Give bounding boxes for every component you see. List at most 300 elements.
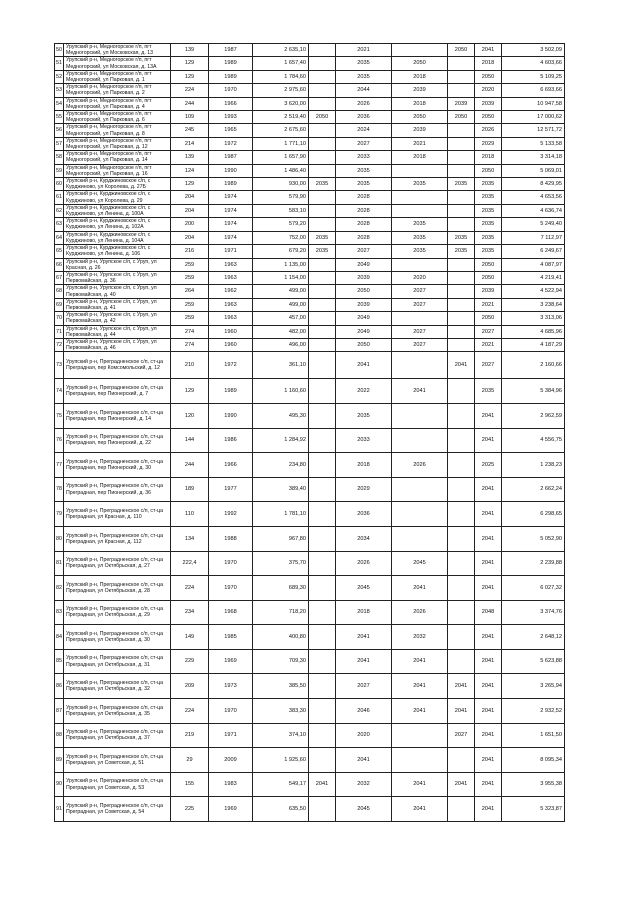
cost-cell: 12 571,72 (502, 124, 565, 137)
year-col-10: 2041 (475, 723, 502, 748)
address-cell: Урупский р-н, Преградненское с/п, ст-ца Преградная, ул Советская, д. 54 (64, 797, 171, 822)
address-cell: Урупский р-н, Преградненское с/п, ст-ца Преградная, пер Пионерский, д. 30 (64, 453, 171, 478)
build-year-cell: 1962 (209, 285, 253, 298)
cost-cell: 3 374,76 (502, 600, 565, 625)
address-cell: Урупский р-н, Преградненское с/п, ст-ца Преградная, ул Октябрьская, д. 27 (64, 551, 171, 576)
year-col-8 (392, 748, 448, 773)
row-number: 87 (55, 699, 64, 724)
row-number: 79 (55, 502, 64, 527)
year-col-9 (448, 325, 475, 338)
area-cell: 1 486,40 (253, 164, 309, 177)
year-col-7: 2027 (336, 245, 392, 258)
year-col-9 (448, 204, 475, 217)
year-col-6 (309, 551, 336, 576)
cost-cell: 4 522,94 (502, 285, 565, 298)
year-col-10: 2041 (475, 403, 502, 428)
address-cell: Урупский р-н, Преградненское с/п, ст-ца Преградная, ул Красная, д. 110 (64, 502, 171, 527)
year-col-9: 2041 (448, 674, 475, 699)
year-col-10: 2021 (475, 298, 502, 311)
year-col-6 (309, 191, 336, 204)
year-col-7: 2045 (336, 797, 392, 822)
build-year-cell: 1989 (209, 178, 253, 191)
area-cell: 383,30 (253, 699, 309, 724)
year-col-6 (309, 218, 336, 231)
address-cell: Урупский р-н, Урупское с/п, с Уруп, ул Первомайская, д. 40 (64, 285, 171, 298)
table-row (55, 271, 565, 284)
year-col-6 (309, 674, 336, 699)
year-col-10: 2041 (475, 748, 502, 773)
row-number: 61 (55, 191, 64, 204)
year-col-10: 2050 (475, 70, 502, 83)
cost-cell: 1 238,23 (502, 453, 565, 478)
year-col-7: 2035 (336, 70, 392, 83)
year-col-6 (309, 625, 336, 650)
area-cell: 1 925,60 (253, 748, 309, 773)
value-col-3: 120 (171, 403, 209, 428)
table-row (55, 502, 565, 527)
year-col-6 (309, 137, 336, 150)
address-cell: Урупский р-н, Медногорское г/п, пгт Медногорский, ул Парковая, д. 1 (64, 70, 171, 83)
table-row (55, 477, 565, 502)
build-year-cell: 1990 (209, 403, 253, 428)
year-col-7: 2027 (336, 137, 392, 150)
year-col-7: 2028 (336, 218, 392, 231)
year-col-7: 2021 (336, 44, 392, 57)
year-col-8: 2050 (392, 111, 448, 124)
build-year-cell: 1969 (209, 797, 253, 822)
build-year-cell: 1989 (209, 379, 253, 404)
year-col-7: 2035 (336, 403, 392, 428)
area-cell: 499,00 (253, 298, 309, 311)
year-col-10: 2020 (475, 84, 502, 97)
year-col-7: 2029 (336, 477, 392, 502)
table-row (55, 137, 565, 150)
row-number: 54 (55, 97, 64, 110)
year-col-6 (309, 428, 336, 453)
year-col-6 (309, 477, 336, 502)
year-col-7: 2024 (336, 124, 392, 137)
table-row (55, 151, 565, 164)
year-col-9 (448, 191, 475, 204)
year-col-9 (448, 625, 475, 650)
row-number: 80 (55, 526, 64, 551)
year-col-7: 2026 (336, 551, 392, 576)
year-col-8: 2018 (392, 151, 448, 164)
year-col-6 (309, 271, 336, 284)
year-col-6 (309, 164, 336, 177)
value-col-3: 200 (171, 218, 209, 231)
address-cell: Урупский р-н, Медногорское г/п, пгт Медногорский, ул Парковая, д. 16 (64, 164, 171, 177)
value-col-3: 224 (171, 84, 209, 97)
value-col-3: 274 (171, 325, 209, 338)
area-cell: 1 781,10 (253, 502, 309, 527)
area-cell: 1 657,90 (253, 151, 309, 164)
build-year-cell: 1966 (209, 453, 253, 478)
row-number: 85 (55, 649, 64, 674)
document-page (54, 43, 565, 822)
year-col-7: 2027 (336, 674, 392, 699)
year-col-7: 2036 (336, 502, 392, 527)
address-cell: Урупский р-н, Преградненское с/п, ст-ца Преградная, ул Советская, д. 51 (64, 748, 171, 773)
table-row (55, 649, 565, 674)
year-col-8: 2035 (392, 178, 448, 191)
year-col-10: 2041 (475, 797, 502, 822)
year-col-10: 2050 (475, 258, 502, 271)
year-col-6 (309, 151, 336, 164)
year-col-8 (392, 477, 448, 502)
year-col-9: 2041 (448, 772, 475, 797)
area-cell: 2 675,60 (253, 124, 309, 137)
year-col-6 (309, 379, 336, 404)
year-col-7: 2039 (336, 298, 392, 311)
year-col-9: 2050 (448, 44, 475, 57)
year-col-8: 2041 (392, 649, 448, 674)
table-row (55, 124, 565, 137)
area-cell: 374,10 (253, 723, 309, 748)
year-col-7: 2049 (336, 312, 392, 325)
table-row (55, 70, 565, 83)
year-col-6 (309, 699, 336, 724)
address-cell: Урупский р-н, Урупское с/п, с Уруп, ул Первомайская, д. 42 (64, 312, 171, 325)
cost-cell: 4 653,56 (502, 191, 565, 204)
year-col-9: 2027 (448, 723, 475, 748)
cost-cell: 5 323,87 (502, 797, 565, 822)
year-col-9 (448, 137, 475, 150)
year-col-6 (309, 97, 336, 110)
area-cell: 389,40 (253, 477, 309, 502)
year-col-8 (392, 723, 448, 748)
value-col-3: 129 (171, 178, 209, 191)
year-col-9: 2035 (448, 231, 475, 244)
area-cell: 457,00 (253, 312, 309, 325)
build-year-cell: 1963 (209, 271, 253, 284)
area-cell: 1 657,40 (253, 57, 309, 70)
year-col-6 (309, 748, 336, 773)
table-row (55, 772, 565, 797)
year-col-7: 2020 (336, 723, 392, 748)
year-col-7: 2039 (336, 271, 392, 284)
cost-cell: 4 556,75 (502, 428, 565, 453)
address-cell: Урупский р-н, Урупское с/п, с Уруп, ул Первомайская, д. 46 (64, 338, 171, 351)
year-col-6 (309, 723, 336, 748)
year-col-10: 2041 (475, 526, 502, 551)
year-col-6 (309, 44, 336, 57)
year-col-9 (448, 748, 475, 773)
year-col-7: 2028 (336, 204, 392, 217)
cost-cell: 4 087,97 (502, 258, 565, 271)
cost-cell: 6 249,67 (502, 245, 565, 258)
row-number: 82 (55, 576, 64, 601)
area-cell: 2 975,60 (253, 84, 309, 97)
address-cell: Урупский р-н, Медногорское г/п, пгт Медногорский, ул Парковая, д. 6 (64, 111, 171, 124)
year-col-8: 2041 (392, 379, 448, 404)
value-col-3: 259 (171, 258, 209, 271)
year-col-9 (448, 600, 475, 625)
table-row (55, 551, 565, 576)
build-year-cell: 1987 (209, 44, 253, 57)
year-col-9 (448, 649, 475, 674)
row-number: 89 (55, 748, 64, 773)
year-col-9 (448, 338, 475, 351)
row-number: 75 (55, 403, 64, 428)
year-col-9 (448, 258, 475, 271)
cost-cell: 17 000,62 (502, 111, 565, 124)
address-cell: Урупский р-н, Преградненское с/п, ст-ца Преградная, ул Октябрьская, д. 37 (64, 723, 171, 748)
year-col-7: 2041 (336, 352, 392, 379)
area-cell: 752,00 (253, 231, 309, 244)
table-row (55, 164, 565, 177)
year-col-6 (309, 325, 336, 338)
cost-cell: 3 955,38 (502, 772, 565, 797)
year-col-8: 2020 (392, 271, 448, 284)
address-cell: Урупский р-н, Курджиновское с/п, с Курджиново, ул Ленина, д. 100А (64, 204, 171, 217)
area-cell: 930,00 (253, 178, 309, 191)
build-year-cell: 1963 (209, 258, 253, 271)
table-row (55, 57, 565, 70)
year-col-6 (309, 70, 336, 83)
address-cell: Урупский р-н, Курджиновское с/п, с Курджиново, ул Королева, д. 29 (64, 191, 171, 204)
year-col-7: 2022 (336, 379, 392, 404)
year-col-8: 2035 (392, 231, 448, 244)
row-number: 77 (55, 453, 64, 478)
year-col-8 (392, 258, 448, 271)
table-row (55, 797, 565, 822)
area-cell: 1 135,00 (253, 258, 309, 271)
build-year-cell: 1960 (209, 325, 253, 338)
table-row (55, 576, 565, 601)
value-col-3: 274 (171, 338, 209, 351)
year-col-6: 2035 (309, 245, 336, 258)
value-col-3: 204 (171, 191, 209, 204)
year-col-10: 2035 (475, 204, 502, 217)
address-cell: Урупский р-н, Преградненское с/п, ст-ца Преградная, ул Советская, д. 53 (64, 772, 171, 797)
cost-cell: 8 429,95 (502, 178, 565, 191)
row-number: 63 (55, 218, 64, 231)
table-row (55, 298, 565, 311)
year-col-8 (392, 204, 448, 217)
build-year-cell: 1970 (209, 84, 253, 97)
year-col-6: 2050 (309, 111, 336, 124)
year-col-7: 2049 (336, 325, 392, 338)
year-col-6: 2035 (309, 231, 336, 244)
year-col-8: 2026 (392, 453, 448, 478)
area-cell: 1 154,00 (253, 271, 309, 284)
year-col-8 (392, 403, 448, 428)
build-year-cell: 1963 (209, 298, 253, 311)
year-col-10: 2050 (475, 271, 502, 284)
build-year-cell: 1990 (209, 164, 253, 177)
cost-cell: 4 636,74 (502, 204, 565, 217)
year-col-10: 2021 (475, 338, 502, 351)
row-number: 55 (55, 111, 64, 124)
build-year-cell: 1974 (209, 204, 253, 217)
build-year-cell: 1985 (209, 625, 253, 650)
value-col-3: 110 (171, 502, 209, 527)
row-number: 91 (55, 797, 64, 822)
year-col-8: 2045 (392, 551, 448, 576)
address-cell: Урупский р-н, Преградненское с/п, ст-ца Преградная, пер Пионерский, д. 22 (64, 428, 171, 453)
table-row (55, 111, 565, 124)
year-col-7: 2044 (336, 84, 392, 97)
value-col-3: 204 (171, 231, 209, 244)
row-number: 65 (55, 245, 64, 258)
year-col-9 (448, 57, 475, 70)
value-col-3: 134 (171, 526, 209, 551)
year-col-9: 2050 (448, 111, 475, 124)
year-col-6 (309, 797, 336, 822)
year-col-8: 2041 (392, 674, 448, 699)
value-col-3: 259 (171, 298, 209, 311)
build-year-cell: 1970 (209, 551, 253, 576)
year-col-7: 2035 (336, 178, 392, 191)
year-col-8: 2018 (392, 70, 448, 83)
year-col-8: 2027 (392, 325, 448, 338)
row-number: 59 (55, 164, 64, 177)
value-col-3: 144 (171, 428, 209, 453)
cost-cell: 5 384,96 (502, 379, 565, 404)
year-col-8: 2041 (392, 699, 448, 724)
value-col-3: 124 (171, 164, 209, 177)
year-col-10: 2050 (475, 164, 502, 177)
build-year-cell: 1974 (209, 231, 253, 244)
value-col-3: 149 (171, 625, 209, 650)
cost-cell: 10 947,58 (502, 97, 565, 110)
year-col-9 (448, 84, 475, 97)
table-row (55, 625, 565, 650)
row-number: 50 (55, 44, 64, 57)
area-cell: 499,00 (253, 285, 309, 298)
year-col-6 (309, 352, 336, 379)
address-cell: Урупский р-н, Курджиновское с/п, с Курджиново, ул Королева, д. 27Б (64, 178, 171, 191)
table-row (55, 403, 565, 428)
year-col-6 (309, 403, 336, 428)
year-col-10: 2039 (475, 97, 502, 110)
year-col-6: 2035 (309, 178, 336, 191)
build-year-cell: 1968 (209, 600, 253, 625)
value-col-3: 244 (171, 97, 209, 110)
year-col-8 (392, 502, 448, 527)
table-row (55, 352, 565, 379)
address-cell: Урупский р-н, Медногорское г/п, пгт Медногорский, ул Парковая, д. 8 (64, 124, 171, 137)
year-col-6 (309, 57, 336, 70)
area-cell: 679,20 (253, 245, 309, 258)
row-number: 58 (55, 151, 64, 164)
build-year-cell: 1965 (209, 124, 253, 137)
year-col-10: 2039 (475, 285, 502, 298)
area-cell: 635,50 (253, 797, 309, 822)
year-col-6 (309, 453, 336, 478)
cost-cell: 8 095,34 (502, 748, 565, 773)
build-year-cell: 1988 (209, 526, 253, 551)
build-year-cell: 1972 (209, 352, 253, 379)
row-number: 66 (55, 258, 64, 271)
address-cell: Урупский р-н, Преградненское с/п, ст-ца Преградная, ул Октябрьская, д. 28 (64, 576, 171, 601)
year-col-8: 2050 (392, 57, 448, 70)
row-number: 69 (55, 298, 64, 311)
value-col-3: 264 (171, 285, 209, 298)
year-col-6 (309, 84, 336, 97)
year-col-10: 2035 (475, 231, 502, 244)
address-cell: Урупский р-н, Преградненское с/п, ст-ца Преградная, пер Комсомольский, д. 12 (64, 352, 171, 379)
address-cell: Урупский р-н, Медногорское г/п, пгт Медногорский, ул Парковая, д. 12 (64, 137, 171, 150)
year-col-9 (448, 551, 475, 576)
year-col-7: 2041 (336, 625, 392, 650)
value-col-3: 189 (171, 477, 209, 502)
row-number: 51 (55, 57, 64, 70)
row-number: 70 (55, 312, 64, 325)
row-number: 76 (55, 428, 64, 453)
year-col-10: 2050 (475, 111, 502, 124)
table-row (55, 285, 565, 298)
row-number: 56 (55, 124, 64, 137)
year-col-9 (448, 298, 475, 311)
row-number: 53 (55, 84, 64, 97)
address-cell: Урупский р-н, Преградненское с/п, ст-ца Преградная, ул Октябрьская, д. 30 (64, 625, 171, 650)
row-number: 88 (55, 723, 64, 748)
year-col-8: 2032 (392, 625, 448, 650)
table-row (55, 245, 565, 258)
year-col-10: 2018 (475, 151, 502, 164)
area-cell: 400,80 (253, 625, 309, 650)
year-col-9 (448, 151, 475, 164)
year-col-10: 2035 (475, 191, 502, 204)
area-cell: 549,17 (253, 772, 309, 797)
year-col-9 (448, 285, 475, 298)
value-col-3: 129 (171, 70, 209, 83)
value-col-3: 204 (171, 204, 209, 217)
table-row (55, 312, 565, 325)
table-row (55, 723, 565, 748)
build-year-cell: 1983 (209, 772, 253, 797)
value-col-3: 210 (171, 352, 209, 379)
cost-cell: 5 052,90 (502, 526, 565, 551)
year-col-10: 2041 (475, 576, 502, 601)
area-cell: 967,80 (253, 526, 309, 551)
year-col-8 (392, 526, 448, 551)
area-cell: 385,50 (253, 674, 309, 699)
year-col-7: 2046 (336, 699, 392, 724)
table-row (55, 231, 565, 244)
year-col-10: 2041 (475, 44, 502, 57)
build-year-cell: 1974 (209, 218, 253, 231)
build-year-cell: 1966 (209, 97, 253, 110)
value-col-3: 245 (171, 124, 209, 137)
year-col-7: 2036 (336, 111, 392, 124)
table-row (55, 600, 565, 625)
build-year-cell: 2009 (209, 748, 253, 773)
cost-cell: 7 112,97 (502, 231, 565, 244)
year-col-7: 2026 (336, 97, 392, 110)
year-col-6 (309, 649, 336, 674)
year-col-9 (448, 218, 475, 231)
year-col-8: 2027 (392, 338, 448, 351)
area-cell: 361,10 (253, 352, 309, 379)
address-cell: Урупский р-н, Преградненское с/п, ст-ца Преградная, пер Пионерский, д. 36 (64, 477, 171, 502)
year-col-9 (448, 271, 475, 284)
table-row (55, 428, 565, 453)
year-col-10: 2041 (475, 428, 502, 453)
area-cell: 579,20 (253, 218, 309, 231)
year-col-8: 2041 (392, 576, 448, 601)
year-col-8: 2035 (392, 245, 448, 258)
row-number: 73 (55, 352, 64, 379)
address-cell: Урупский р-н, Медногорское г/п, пгт Медногорский, ул Парковая, д. 4 (64, 97, 171, 110)
row-number: 62 (55, 204, 64, 217)
area-cell: 689,30 (253, 576, 309, 601)
build-year-cell: 1973 (209, 674, 253, 699)
year-col-8: 2027 (392, 285, 448, 298)
year-col-7: 2028 (336, 191, 392, 204)
